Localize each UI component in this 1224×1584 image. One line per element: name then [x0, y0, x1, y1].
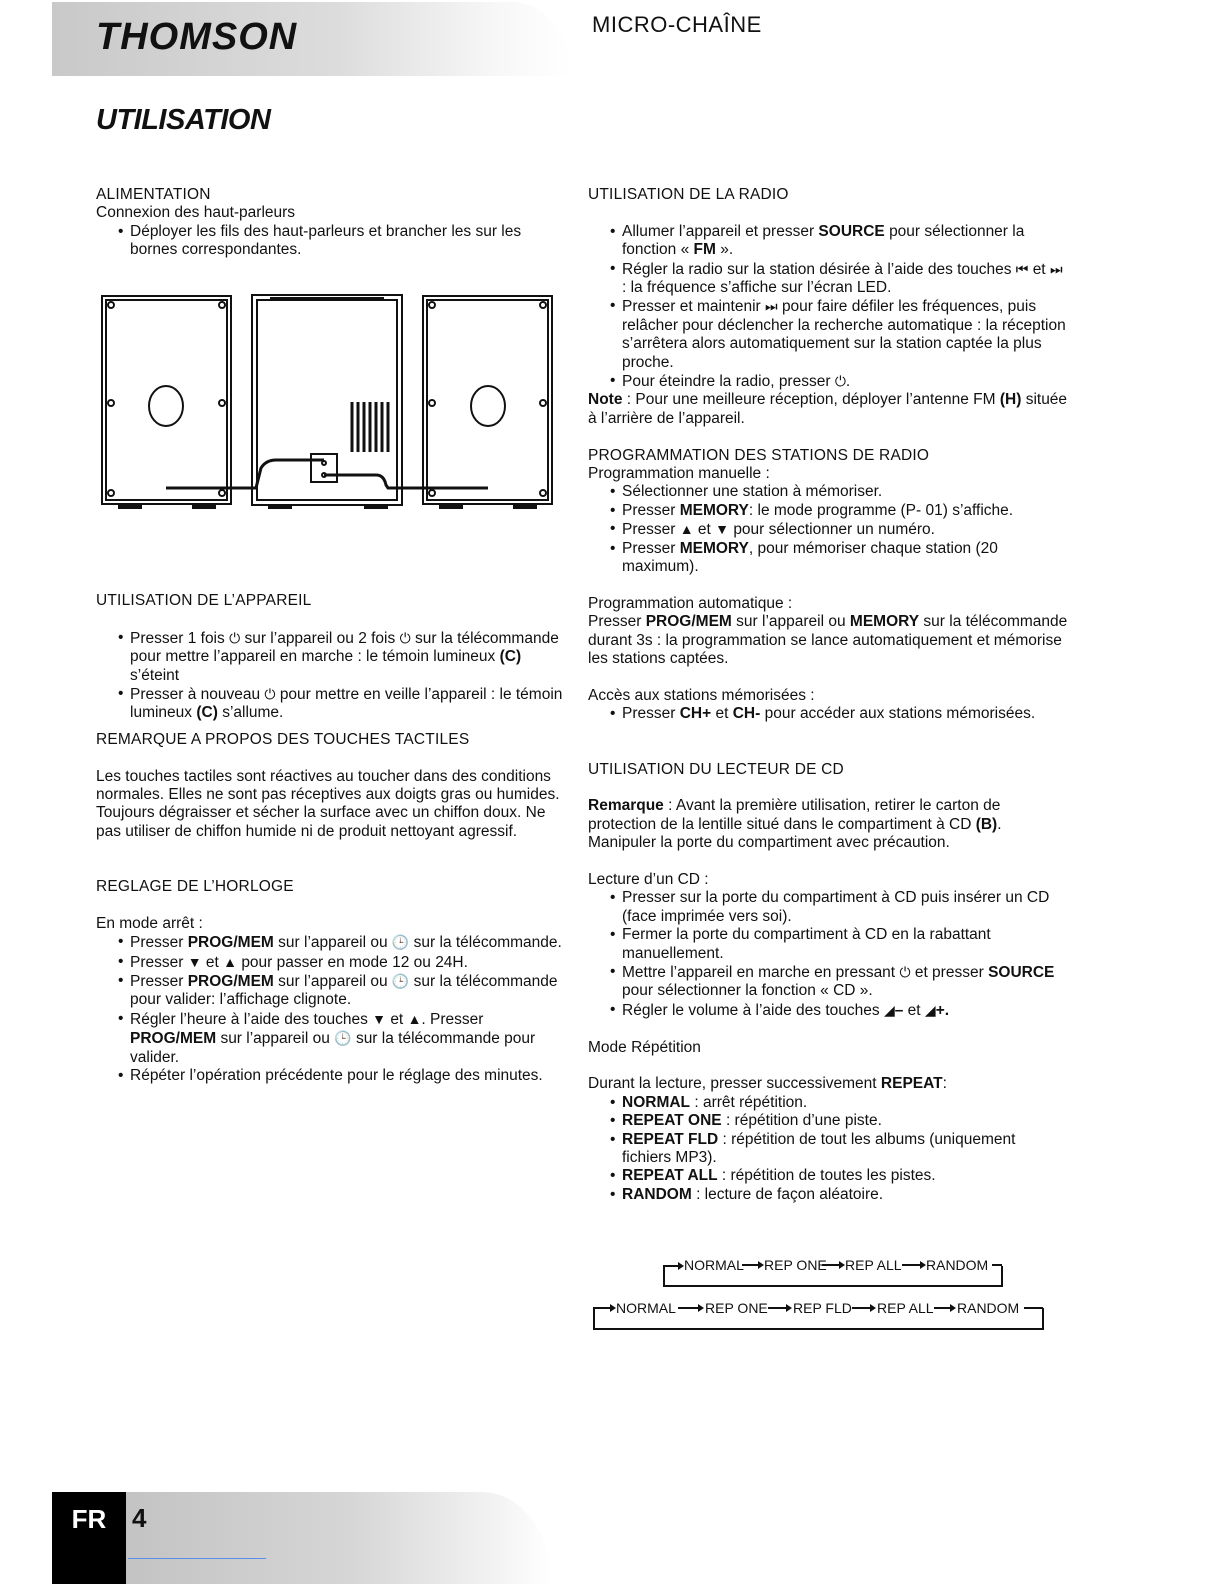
- touches-paragraph: Les touches tactiles sont réactives au toucher dans des conditions normales. Elles ne sont pas réceptives aux doigts gras ou humides. Toujours dégraisser et sécher la surface avec un chiffon doux. Ne pas utiliser de chiffon humide ni de produit nettoyant agressif.: [96, 767, 560, 840]
- list-item: • Répéter l’opération précédente pour le réglage des minutes.: [130, 1067, 566, 1085]
- flow2-label: REP ONE: [705, 1300, 768, 1316]
- heading-alimentation: ALIMENTATION: [96, 186, 211, 203]
- list-item: • Fermer la porte du compartiment à CD en la rabattant manuellement.: [622, 926, 1068, 963]
- clock-icon: 🕒: [334, 1030, 352, 1047]
- repeat-intro: Durant la lecture, presser successivement REPEAT:: [588, 1075, 947, 1093]
- list-item: • Régler la radio sur la station désirée à l’aide des touches ⏮ et ⏭ : la fréquence s’affiche sur l’écran LED.: [622, 260, 1068, 298]
- list-item: • Régler le volume à l’aide des touches ◢– et ◢+.: [622, 1001, 1068, 1020]
- heading-radio: UTILISATION DE LA RADIO: [588, 186, 789, 203]
- prog-access-label: Accès aux stations mémorisées :: [588, 686, 815, 704]
- heading-cd: UTILISATION DU LECTEUR DE CD: [588, 760, 844, 778]
- flow1-label: RANDOM: [926, 1257, 989, 1273]
- power-icon: ⏻: [834, 373, 846, 390]
- list-item: • Presser à nouveau ⏻ pour mettre en veille l’appareil : le témoin lumineux (C) s’allume.: [130, 685, 566, 723]
- horloge-list: [96, 933, 566, 1085]
- list-item: • REPEAT ALL : répétition de toutes les pistes.: [622, 1167, 1068, 1185]
- cd-remark: Remarque : Avant la première utilisation, retirer le carton de protection de la lentille situé dans le compartiment à CD (B). Manipuler la porte du compartiment avec précaution.: [588, 797, 1002, 852]
- flow2-label: NORMAL: [616, 1300, 676, 1316]
- cd-lecture-label: Lecture d’un CD :: [588, 870, 709, 888]
- list-item: • Presser et maintenir ⏭ pour faire défiler les fréquences, puis relâcher pour déclencher la recherche automatique : la réception s’arrêtera alors automatiquement sur la station captée la plus proche.: [622, 297, 1068, 372]
- list-item: • Déployer les fils des haut-parleurs et brancher les sur les bornes correspondantes.: [130, 223, 566, 260]
- radio-list: [588, 223, 1068, 392]
- footer-language: FR: [52, 1492, 126, 1584]
- repeat-flow-diagram: [588, 1254, 1058, 1338]
- clock-icon: 🕒: [391, 934, 410, 951]
- up-arrow-icon: ▲: [407, 1010, 422, 1027]
- list-item: • Presser MEMORY, pour mémoriser chaque station (20 maximum).: [622, 540, 1068, 577]
- repeat-heading: Mode Répétition: [588, 1038, 701, 1056]
- alim-list: [96, 223, 566, 260]
- list-item: • Mettre l’appareil en marche en pressant ⏻ et presser SOURCE pour sélectionner la fonction « CD ».: [622, 963, 1068, 1001]
- power-icon: ⏻: [899, 963, 911, 980]
- footer-band: [52, 1492, 552, 1584]
- next-icon: ⏭: [765, 298, 778, 315]
- left-speaker-cone: [149, 386, 183, 426]
- power-icon: ⏻: [264, 686, 276, 703]
- list-item: • Presser PROG/MEM sur l’appareil ou 🕒 sur la télécommande pour valider: l’affichage clignote.: [130, 972, 566, 1010]
- power-icon: ⏻: [399, 629, 411, 646]
- next-icon: ⏭: [1049, 260, 1063, 277]
- heading-horloge: REGLAGE DE L’HORLOGE: [96, 878, 294, 896]
- repeat-list: [588, 1094, 1068, 1204]
- flow2-label: REP FLD: [793, 1300, 852, 1316]
- list-item: • Presser MEMORY: le mode programme (P- 01) s’affiche.: [622, 502, 1068, 520]
- volume-icon: ◢: [924, 1001, 936, 1018]
- appareil-list: [96, 629, 566, 723]
- page-title: UTILISATION: [96, 104, 271, 136]
- radio-note: Note : Pour une meilleure réception, déployer l’antenne FM (H) située à l’arrière de l’appareil.: [588, 391, 1068, 427]
- volume-icon: ◢: [883, 1001, 895, 1018]
- flow2-label: REP ALL: [877, 1300, 934, 1316]
- flow1-label: NORMAL: [684, 1257, 744, 1273]
- right-speaker-cone: [471, 386, 505, 426]
- list-item: • RANDOM : lecture de façon aléatoire.: [622, 1186, 1068, 1204]
- prog-auto-text: Presser PROG/MEM sur l’appareil ou MEMORY sur la télécommande durant 3s : la programmation se lance automatiquement et mémorise les stations captées.: [588, 613, 1068, 668]
- list-item: • Sélectionner une station à mémoriser.: [622, 483, 1068, 501]
- down-arrow-icon: ▼: [187, 953, 202, 970]
- left-column: [96, 186, 566, 260]
- cd-list: [588, 889, 1068, 1020]
- flow2-label: RANDOM: [957, 1300, 1020, 1316]
- flow1-label: REP ALL: [845, 1257, 902, 1273]
- page-number: 4: [132, 1503, 147, 1533]
- up-arrow-icon: ▲: [679, 521, 694, 538]
- heading-programmation: PROGRAMMATION DES STATIONS DE RADIO: [588, 446, 930, 464]
- document-type: MICRO-CHAÎNE: [592, 12, 762, 37]
- list-item: • Presser PROG/MEM sur l’appareil ou 🕒 sur la télécommande.: [130, 933, 566, 952]
- left-speaker-outline: [102, 296, 231, 504]
- horloge-intro: En mode arrêt :: [96, 914, 203, 932]
- speaker-connection-diagram: [96, 290, 558, 512]
- heading-touches-tactiles: REMARQUE A PROPOS DES TOUCHES TACTILES: [96, 730, 470, 748]
- list-item: • Pour éteindre la radio, presser ⏻.: [622, 372, 1068, 391]
- previous-icon: ⏮: [1015, 260, 1029, 277]
- heading-appareil: UTILISATION DE L’APPAREIL: [96, 592, 312, 609]
- access-list: [588, 705, 1068, 723]
- list-item: • Presser ▲ et ▼ pour sélectionner un numéro.: [622, 520, 1068, 539]
- left-column-lower: [96, 592, 566, 1085]
- list-item: • REPEAT FLD : répétition de tout les albums (uniquement fichiers MP3).: [622, 1131, 1068, 1168]
- power-icon: ⏻: [229, 629, 241, 646]
- list-item: • Presser 1 fois ⏻ sur l’appareil ou 2 fois ⏻ sur la télécommande pour mettre l’appareil en marche : le témoin lumineux (C) s’éteint: [130, 629, 566, 685]
- list-item: • REPEAT ONE : répétition d’une piste.: [622, 1112, 1068, 1130]
- footer-rule: [128, 1558, 266, 1559]
- list-item: • Presser CH+ et CH- pour accéder aux stations mémorisées.: [622, 705, 1068, 723]
- down-arrow-icon: ▼: [372, 1010, 386, 1027]
- prog-list: [588, 483, 1068, 576]
- list-item: • Allumer l’appareil et presser SOURCE pour sélectionner la fonction « FM ».: [622, 223, 1068, 260]
- down-arrow-icon: ▼: [715, 521, 729, 538]
- right-speaker-outline: [423, 296, 552, 504]
- right-column: [588, 186, 1068, 1204]
- prog-auto-label: Programmation automatique :: [588, 594, 793, 612]
- list-item: • NORMAL : arrêt répétition.: [622, 1094, 1068, 1112]
- alim-subheading: Connexion des haut-parleurs: [96, 204, 296, 222]
- up-arrow-icon: ▲: [223, 953, 237, 970]
- clock-icon: 🕒: [391, 973, 410, 990]
- brand-logo: THOMSON: [96, 16, 298, 58]
- list-item: • Presser ▼ et ▲ pour passer en mode 12 ou 24H.: [130, 953, 566, 972]
- list-item: • Presser sur la porte du compartiment à CD puis insérer un CD (face imprimée vers soi).: [622, 889, 1068, 926]
- flow1-label: REP ONE: [764, 1257, 827, 1273]
- prog-manual-label: Programmation manuelle :: [588, 465, 770, 483]
- list-item: • Régler l’heure à l’aide des touches ▼ et ▲. Presser PROG/MEM sur l’appareil ou 🕒 sur la télécommande pour valider.: [130, 1010, 566, 1067]
